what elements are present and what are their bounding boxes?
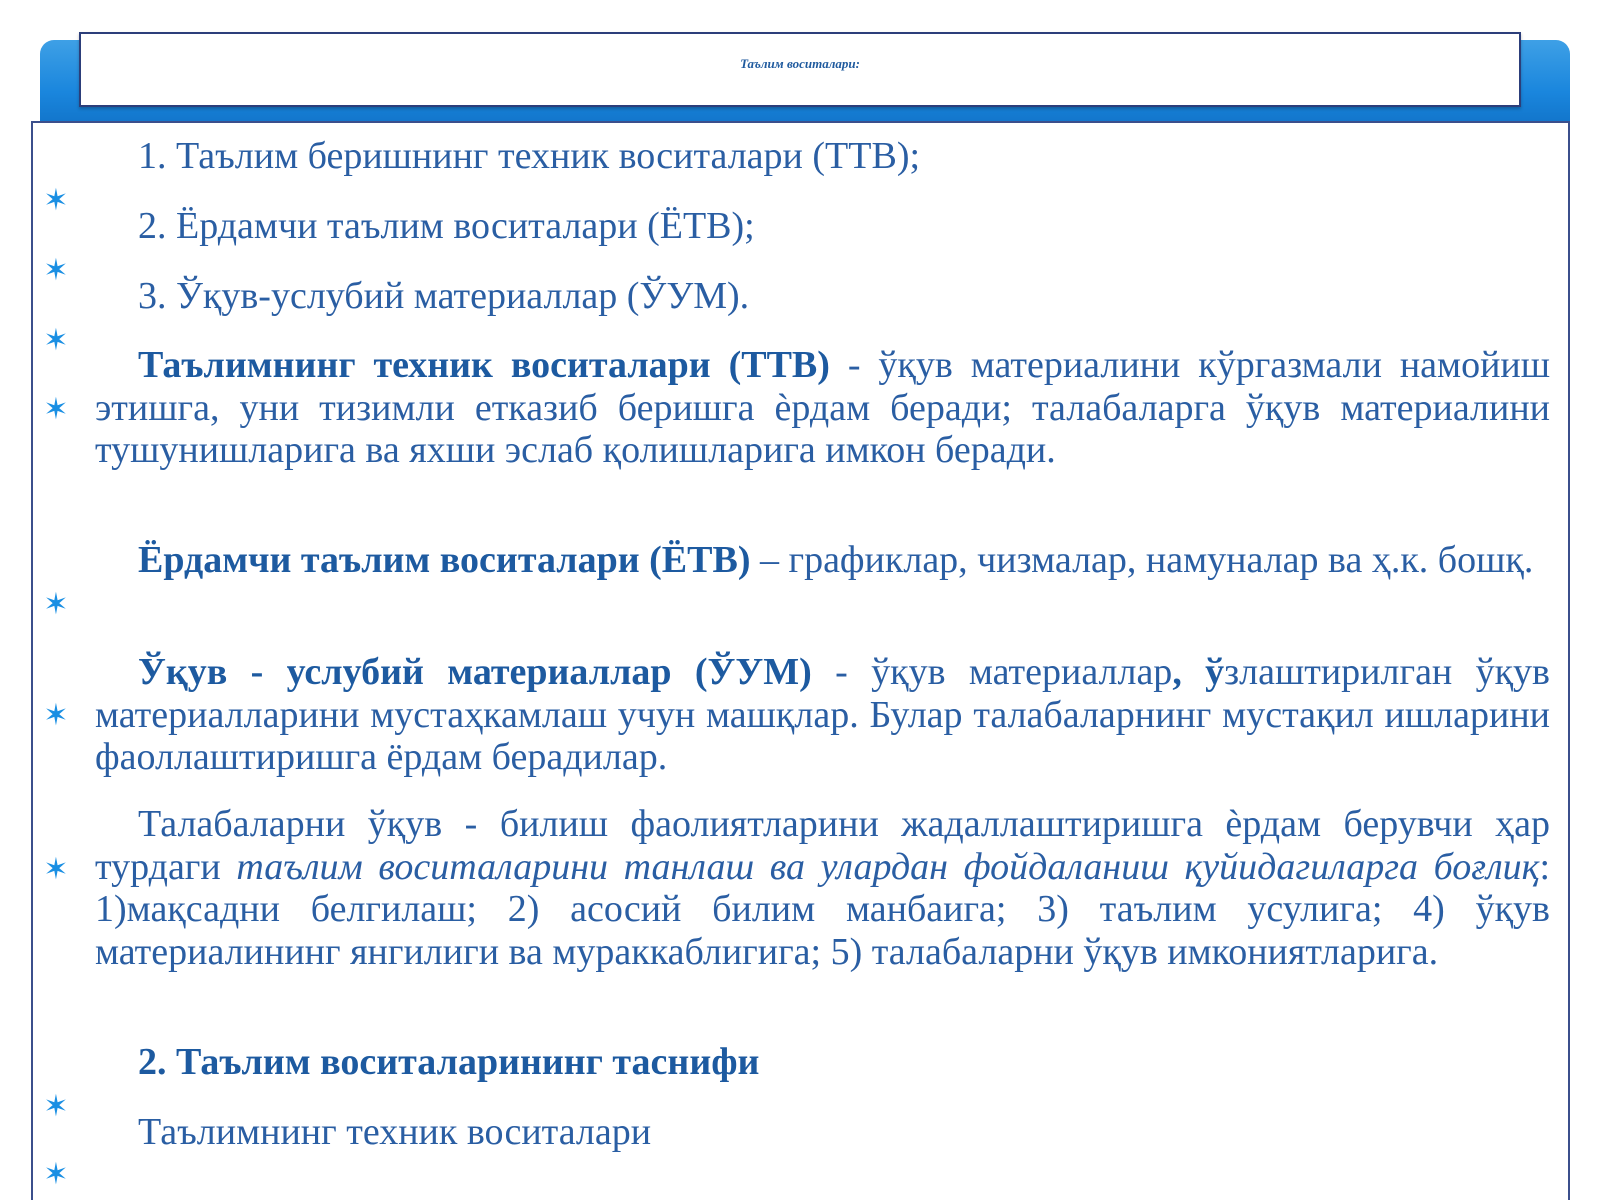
bullet-star-icon: ✶ — [43, 698, 69, 733]
uum-term: Ўқув - услубий материаллар (ЎУМ) — [138, 651, 812, 693]
ttv-term: Таълимнинг техник воситалари (ТТВ) — [138, 344, 830, 386]
slide-title: Таълим воситалари: — [740, 56, 860, 71]
bullet-star-icon: ✶ — [43, 1157, 69, 1192]
uum-definition-b: злаштирилган ўқув материалларини мустаҳкамлаш учун машқлар. Булар талабаларнинг мустақил ишларини фаоллаштиришга ёрдам берадилар. — [95, 651, 1550, 778]
selection-lead: Талабаларни ўқув - билиш фаолиятларини жадаллаштиришга ѐрдам берувчи ҳар турдаги — [95, 803, 1550, 888]
title-box — [79, 32, 1521, 107]
etv-paragraph — [95, 539, 1550, 582]
ttv-paragraph — [95, 344, 1550, 472]
list-item-1: 1. Таълим беришнинг техник воситалари (ТТВ); — [138, 135, 921, 177]
selection-paragraph — [95, 803, 1550, 973]
bullet-star-icon: ✶ — [43, 852, 69, 887]
bullet-star-icon: ✶ — [43, 253, 69, 288]
uum-bold-fragment: , ў — [1172, 651, 1225, 693]
list-item-2: 2. Ёрдамчи таълим воситалари (ЁТВ); — [138, 205, 755, 247]
selection-italic: таълим воситаларини танлаш ва улардан фойдаланиш қуйидагиларга боғлиқ — [236, 845, 1540, 888]
list-item-3: 3. Ўқув-услубий материаллар (ЎУМ). — [138, 275, 750, 317]
etv-definition: – графиклар, чизмалар, намуналар ва ҳ.к. бошқ. — [750, 539, 1534, 581]
uum-paragraph — [95, 651, 1550, 779]
section-line: Таълимнинг техник воситалари — [138, 1111, 652, 1153]
section-heading: 2. Таълим воситаларининг таснифи — [138, 1041, 760, 1083]
bullet-star-icon: ✶ — [43, 1089, 69, 1124]
bullet-star-icon: ✶ — [43, 323, 69, 358]
bullet-star-icon: ✶ — [43, 392, 69, 427]
bullet-star-icon: ✶ — [43, 183, 69, 218]
uum-definition-a: - ўқув материаллар — [811, 651, 1173, 693]
bullet-star-icon: ✶ — [43, 587, 69, 622]
selection-tail: : 1)мақсадни белгилаш; 2) асосий билим манбаига; 3) таълим усулига; 4) ўқув материалининг янгилиги ва мураккаблигига; 5) талабаларни ўқув имкониятларига. — [95, 845, 1550, 973]
etv-term: Ёрдамчи таълим воситалари (ЁТВ) — [138, 539, 751, 581]
ttv-definition: - ўқув материалини кўргазмали намойиш этишга, уни тизимли етказиб беришга ѐрдам беради; талабаларга ўқув материалини тушунишларига ва яхши эслаб қолишларига имкон беради. — [95, 344, 1551, 471]
